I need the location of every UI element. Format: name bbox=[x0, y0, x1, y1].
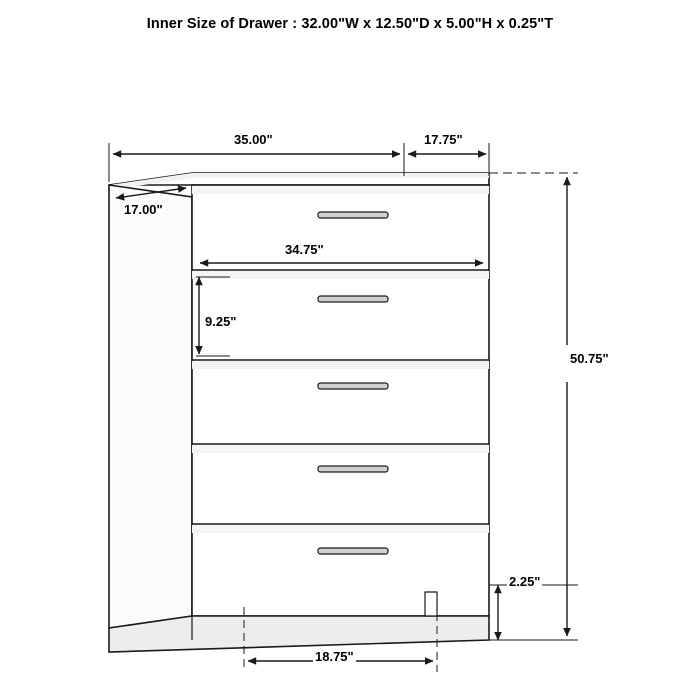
drawer-shade-5 bbox=[192, 525, 489, 533]
rear-leg bbox=[425, 592, 437, 616]
drawer-handle-4 bbox=[318, 466, 388, 472]
drawer-shade-2 bbox=[192, 271, 489, 279]
page-title: Inner Size of Drawer : 32.00"W x 12.50"D x 5.00"H x 0.25"T bbox=[146, 16, 554, 32]
drawer-shade-1 bbox=[192, 186, 489, 194]
drawer-handle-3 bbox=[318, 383, 388, 389]
dim-label-top-depth: 17.75" bbox=[424, 132, 463, 147]
dim-label-drawer-width: 34.75" bbox=[285, 242, 324, 257]
drawer-shade-3 bbox=[192, 361, 489, 369]
drawer-handle-1 bbox=[318, 212, 388, 218]
drawer-handle-5 bbox=[318, 548, 388, 554]
dim-label-leg-height: 2.25" bbox=[509, 574, 541, 589]
dim-label-side-depth: 17.00" bbox=[124, 202, 163, 217]
dim-label-total-height: 50.75" bbox=[570, 351, 609, 366]
chest-plinth bbox=[109, 616, 489, 652]
dim-label-top-width: 35.00" bbox=[234, 132, 273, 147]
dim-label-base-width: 18.75" bbox=[315, 649, 354, 664]
drawer-shade-4 bbox=[192, 445, 489, 453]
dim-label-drawer-height: 9.25" bbox=[205, 314, 237, 329]
chest-left-side-panel bbox=[109, 185, 192, 628]
drawer-handle-2 bbox=[318, 296, 388, 302]
